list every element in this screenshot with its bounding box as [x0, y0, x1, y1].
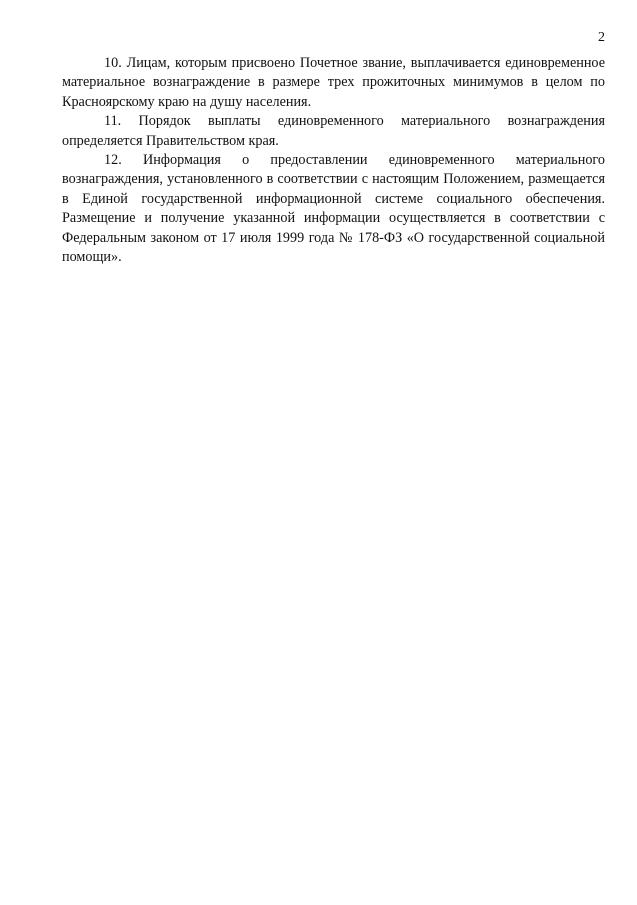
paragraph-12: 12. Информация о предоставлении единовременного материального вознаграждения, установленного в соответствии с настоящим Положением, размещается в Единой государственной информационной системе социального обеспечения. Размещение и получение указанной информации осуществляется в соответствии с Федеральным законом от 17 июля 1999 года № 178-ФЗ «О государственной социальной помощи». [62, 152, 605, 266]
paragraph-11: 11. Порядок выплаты единовременного материального вознаграждения определяется Правительством края. [62, 113, 605, 149]
page-number: 2 [598, 30, 605, 45]
paragraph-10: 10. Лицам, которым присвоено Почетное звание, выплачивается единовременное материальное вознаграждение в размере трех прожиточных минимумов в целом по Красноярскому краю на душу населения. [62, 55, 605, 110]
document-body [62, 54, 605, 267]
